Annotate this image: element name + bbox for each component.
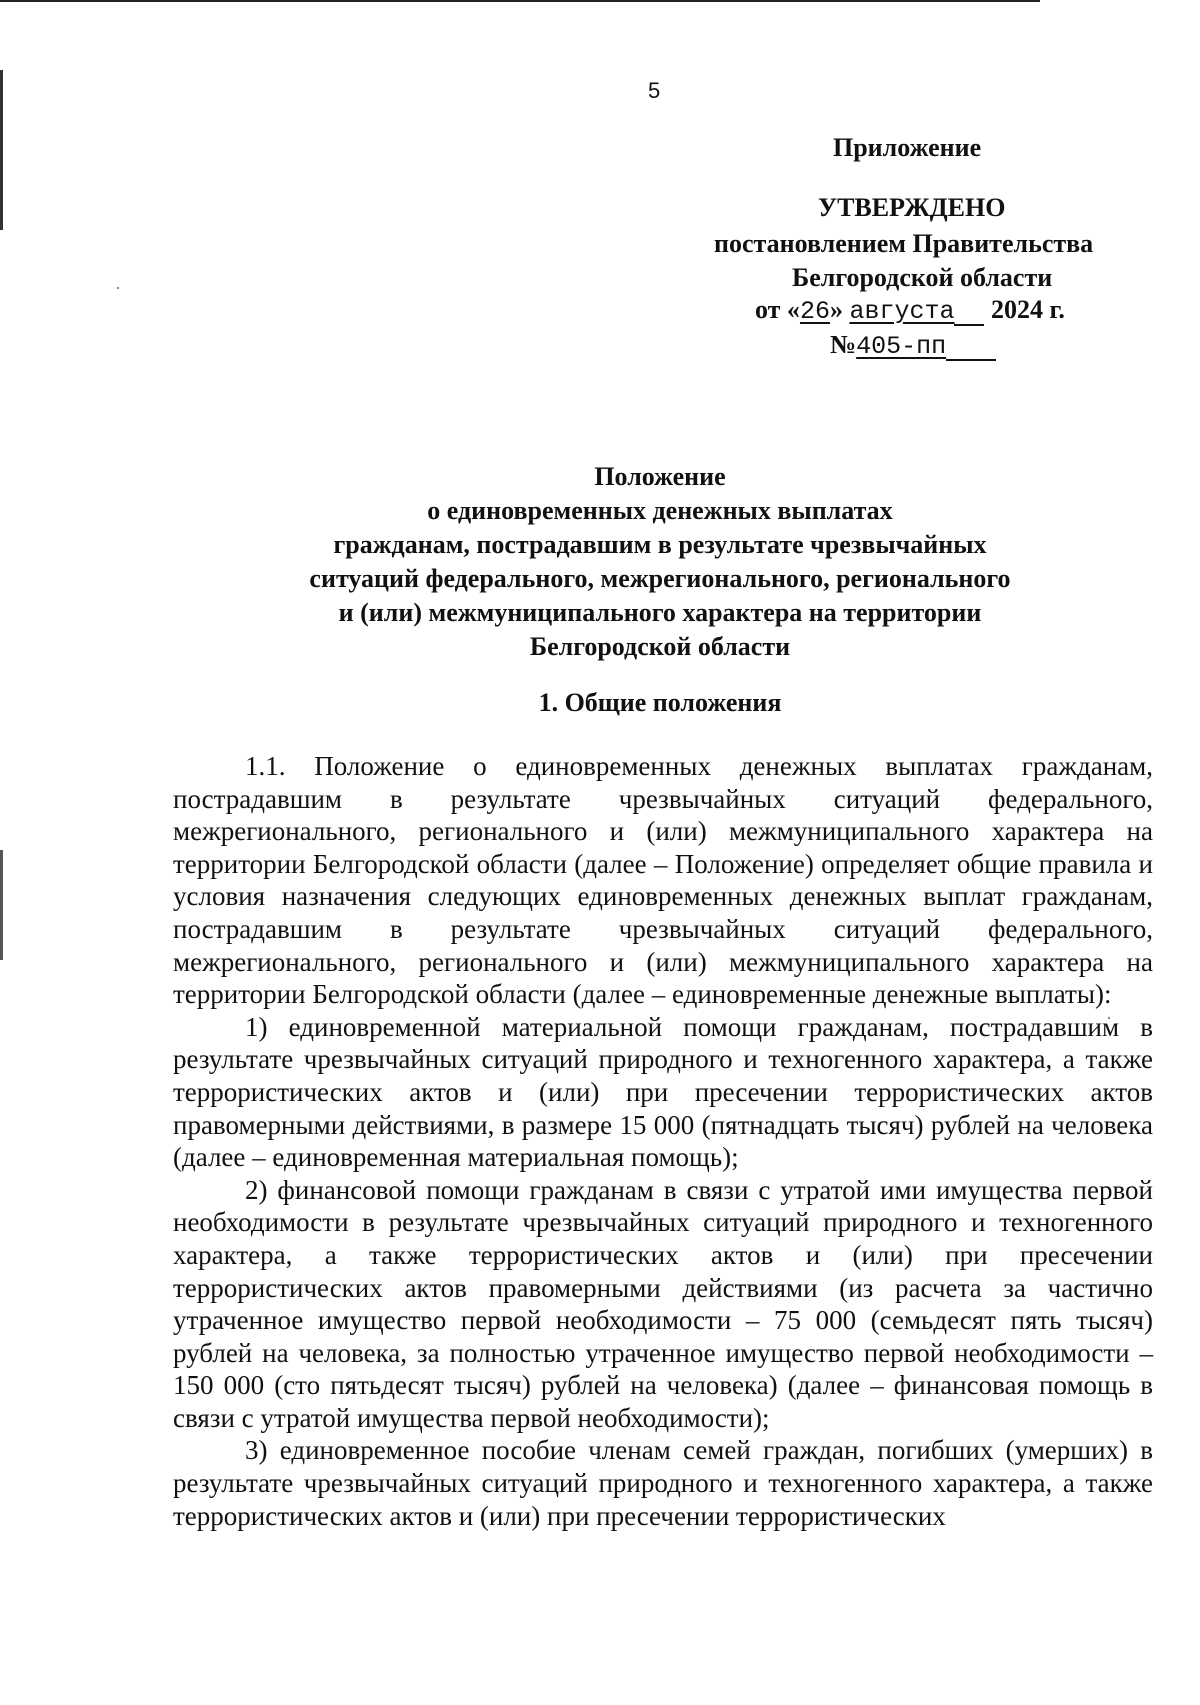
decree-label: постановлением Правительства xyxy=(714,229,1094,258)
date-prefix: от « xyxy=(755,295,800,324)
date-day: 26 xyxy=(799,297,830,326)
title-line: гражданам, пострадавшим в результате чрезвычайных xyxy=(333,530,987,559)
number-blank xyxy=(946,337,996,361)
date-month: августа xyxy=(849,297,955,326)
decree-date xyxy=(755,295,1065,326)
body-text xyxy=(173,750,1153,1532)
date-year: 2024 г. xyxy=(990,295,1065,324)
paragraph: 1) единовременной материальной помощи гражданам, пострадавшим в результате чрезвычайных ситуаций природного и техногенного характера, а также террористических актов и (или) при пресечении террористических актов правомерными действиями, в размере 15 000 (пятнадцать тысяч) рублей на человека (далее – единовременная материальная помощь); xyxy=(173,1011,1153,1173)
decree-number xyxy=(830,330,996,361)
title-line: ситуаций федерального, межрегионального, регионального xyxy=(309,564,1011,593)
title-line: Белгородской области xyxy=(529,632,791,661)
scan-edge-top xyxy=(0,0,1040,2)
scan-edge-left xyxy=(0,70,3,230)
date-blank xyxy=(954,302,984,326)
page-number: 5 xyxy=(648,78,661,103)
number-prefix: № xyxy=(830,330,857,359)
scan-edge-left-lower xyxy=(0,850,3,960)
scan-speck xyxy=(117,287,119,289)
number-value: 405-пп xyxy=(856,332,947,361)
section-heading: 1. Общие положения xyxy=(538,688,782,717)
title-line: и (или) межмуниципального характера на территории xyxy=(338,598,982,627)
title-line: Положение xyxy=(594,462,726,491)
paragraph: 2) финансовой помощи гражданам в связи с утратой ими имущества первой необходимости в результате чрезвычайных ситуаций природного и техногенного характера, а также террористических актов и (или) при пресечении террористических актов правомерными действиями (из расчета за частично утраченное имущество первой необходимости – 75 000 (семьдесят пять тысяч) рублей на человека, за полностью утраченное имущество первой необходимости – 150 000 (сто пятьдесят тысяч) рублей на человека) (далее – финансовая помощь в связи с утратой имущества первой необходимости); xyxy=(173,1174,1153,1433)
paragraph: 1.1. Положение о единовременных денежных выплатах гражданам, пострадавшим в результате чрезвычайных ситуаций федерального, межрегионального, регионального и (или) межмуниципального характера на территории Белгородской области (далее – Положение) определяет общие правила и условия назначения следующих единовременных денежных выплат гражданам, пострадавшим в результате чрезвычайных ситуаций федерального, межрегионального, регионального и (или) межмуниципального характера на территории Белгородской области (далее – единовременные денежные выплаты): xyxy=(173,751,1153,1010)
approved-label: УТВЕРЖДЕНО xyxy=(818,193,1006,222)
paragraph: 3) единовременное пособие членам семей граждан, погибших (умерших) в результате чрезвычайных ситуаций природного и техногенного характера, а также террористических актов и (или) при пресечении террористических xyxy=(173,1435,1153,1531)
date-mid: » xyxy=(829,295,843,324)
document-title xyxy=(170,460,1150,664)
appendix-label: Приложение xyxy=(833,133,982,162)
title-line: о единовременных денежных выплатах xyxy=(427,496,893,525)
region-label: Белгородской области xyxy=(792,263,1053,292)
